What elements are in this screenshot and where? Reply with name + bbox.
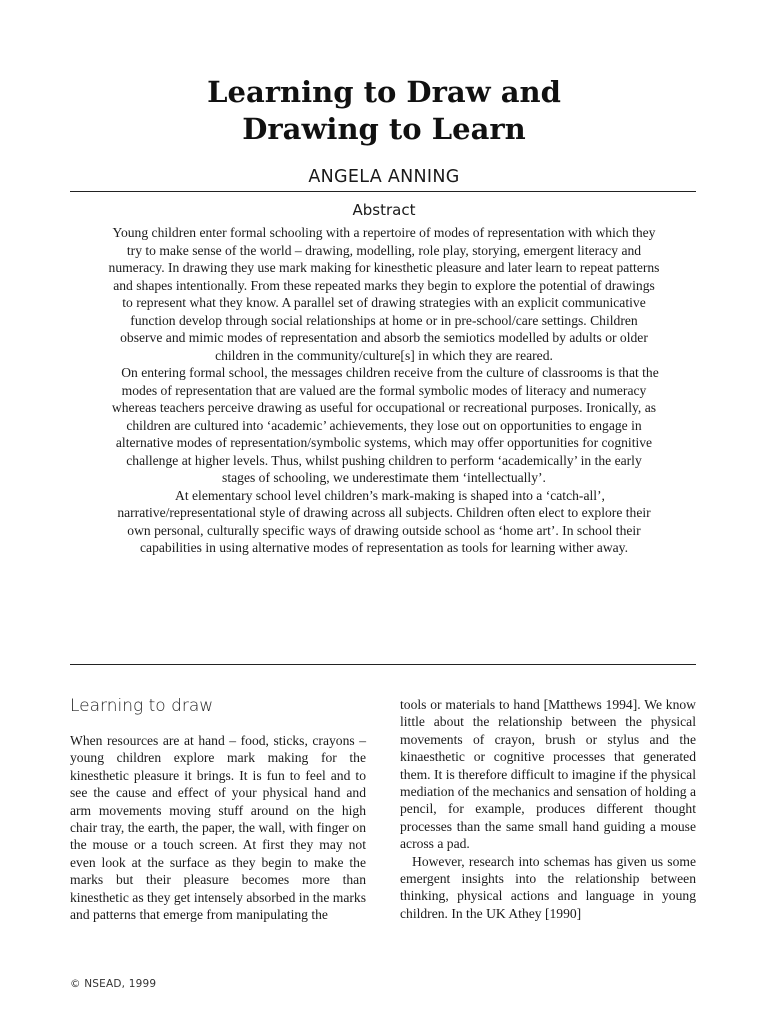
body-paragraph: When resources are at hand – food, sticks, crayons – young children explore mark making for the kinesthetic pleasure it brings. It is fun to feel and to see the cause and effect of your physical hand and arm movements moving stuff around on the high chair tray, the earth, the paper, the wall, with finger on the mouse or a touch screen. At first they may not even look at the surface as they begin to make the marks but their pleasure becomes more than kinesthetic as they get intensely absorbed in the marks and patterns that emerge from manipulating the <box>70 733 366 923</box>
abstract-paragraph: Young children enter formal schooling with a repertoire of modes of representation with which they try to make sense of the world – drawing, modelling, role play, storying, emergent literacy and numeracy. In drawing they use mark making for kinesthetic pleasure and later learn to repeat patterns and shapes intentionally. From these repeated marks they begin to explore the potential of drawings to represent what they know. A parallel set of drawing strategies with an explicit communicative function develop through social relationships at home or in pre-school/care settings. Children observe and mimic modes of representation and absorb the semiotics modelled by adults or older children in the community/culture[s] in which they are reared. <box>108 225 660 363</box>
abstract-paragraph: At elementary school level children’s mark-making is shaped into a ‘catch-all’, narrative/representational style of drawing across all subjects. Children often elect to explore their own personal, culturally specific ways of drawing outside school as ‘home art’. In school their capabilities in using alternative modes of representation as tools for learning wither away. <box>117 487 651 555</box>
abstract-body <box>108 224 660 557</box>
abstract-heading: Abstract <box>352 201 416 219</box>
title-line-1: Learning to Draw and <box>207 75 561 109</box>
top-rule <box>70 191 696 192</box>
author-name: ANGELA ANNING <box>308 167 460 187</box>
body-paragraph: However, research into schemas has given us some emergent insights into the relationship between thinking, physical actions and language in young children. In the UK Athey [1990] <box>400 853 696 921</box>
section-heading: Learning to draw <box>70 696 214 716</box>
copyright-footer: © NSEAD, 1999 <box>70 978 157 990</box>
bottom-rule <box>70 664 696 665</box>
article-title <box>0 74 768 148</box>
left-column <box>70 732 366 923</box>
abstract-paragraph: On entering formal school, the messages children receive from the culture of classrooms is that the modes of representation that are valued are the formal symbolic modes of literacy and numeracy whereas teachers perceive drawing as useful for occupational or recreational purposes. Ironically, as children are cultured into ‘academic’ achievements, they lose out on opportunities to engage in alternative modes of representation/symbolic systems, which may offer opportunities for cognitive challenge at higher levels. Thus, whilst pushing children to perform ‘academically’ in the early stages of schooling, we underestimate them ‘intellectually’. <box>111 365 659 485</box>
title-line-2: Drawing to Learn <box>242 112 526 146</box>
body-paragraph: tools or materials to hand [Matthews 1994]. We know little about the relationship between the physical movements of crayon, brush or stylus and the kinaesthetic or cognitive processes that generated them. It is therefore difficult to imagine if the physical mediation of the mechanics and sensation of holding a pencil, for example, produces different thought processes than the same small hand guiding a mouse across a pad. <box>400 697 696 852</box>
right-column <box>400 696 696 922</box>
